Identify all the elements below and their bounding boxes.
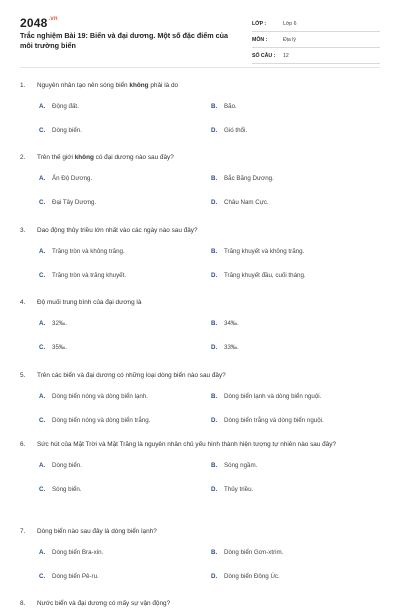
option-text: Gió thổi. xyxy=(224,127,248,134)
option-letter: A. xyxy=(39,175,46,182)
answer-option[interactable] xyxy=(39,344,211,352)
option-letter: B. xyxy=(211,103,218,110)
answer-options xyxy=(39,549,380,581)
question-text xyxy=(37,153,380,162)
option-letter: D. xyxy=(211,573,218,580)
option-text: Dòng biển Bra-xin. xyxy=(52,549,104,556)
option-text: Dòng biển Đông Úc. xyxy=(224,573,280,580)
answer-options xyxy=(39,248,380,280)
question-text xyxy=(37,440,380,449)
option-text: Dòng biển nóng và dòng biển lạnh. xyxy=(52,393,148,400)
option-text: 35‰. xyxy=(52,344,67,351)
question-5 xyxy=(20,371,380,425)
answer-option[interactable] xyxy=(211,486,383,494)
option-letter: D. xyxy=(211,127,218,134)
option-letter: B. xyxy=(211,462,218,469)
meta-row-count xyxy=(252,48,380,64)
option-letter: C. xyxy=(39,573,46,580)
option-letter: A. xyxy=(39,462,46,469)
question-text xyxy=(37,371,380,380)
option-text: Bắc Băng Dương. xyxy=(224,175,274,182)
answer-option[interactable] xyxy=(211,462,383,470)
question-text xyxy=(37,599,380,608)
header xyxy=(20,16,380,64)
question-text-part: Nguyên nhân tạo nên sóng biển xyxy=(37,82,130,89)
logo-suffix: .vn xyxy=(48,16,58,22)
question-text-part: có đại dương nào sau đây? xyxy=(93,154,174,161)
meta-row-class xyxy=(252,16,380,32)
option-text: Dòng biển Pê-ru. xyxy=(52,573,99,580)
answer-option[interactable] xyxy=(39,486,211,494)
meta-row-subject xyxy=(252,32,380,48)
meta-key: SỐ CÂU : xyxy=(252,52,276,59)
header-divider xyxy=(20,67,380,68)
meta-value: Địa lý xyxy=(283,36,296,43)
option-text: Bão. xyxy=(224,103,237,110)
question-7 xyxy=(20,527,380,581)
question-text-part: Độ muối trung bình của đại dương là xyxy=(37,299,142,306)
question-number: 2. xyxy=(20,154,26,161)
answer-option[interactable] xyxy=(211,248,383,256)
question-number: 5. xyxy=(20,372,26,379)
answer-option[interactable] xyxy=(211,199,383,207)
question-number: 3. xyxy=(20,227,26,234)
option-text: 32‰. xyxy=(52,320,67,327)
question-line xyxy=(20,81,380,90)
meta-value: Lớp 6 xyxy=(283,20,297,27)
answer-option[interactable] xyxy=(39,272,211,280)
question-text-part: Nước biển và đại dương có mấy sự vận động? xyxy=(37,600,171,607)
answer-option[interactable] xyxy=(39,417,211,425)
answer-option[interactable] xyxy=(39,175,211,183)
option-letter: D. xyxy=(211,199,218,206)
option-letter: D. xyxy=(211,417,218,424)
option-text: Trăng khuyết đầu, cuối tháng. xyxy=(224,272,306,279)
option-letter: A. xyxy=(39,549,46,556)
option-text: 33‰. xyxy=(224,344,239,351)
option-text: 34‰. xyxy=(224,320,239,327)
question-line xyxy=(20,527,380,536)
answer-option[interactable] xyxy=(39,393,211,401)
meta-box xyxy=(252,16,380,64)
meta-key: LỚP : xyxy=(252,20,267,27)
option-text: Châu Nam Cực. xyxy=(224,199,269,206)
answer-option[interactable] xyxy=(211,393,383,401)
answer-option[interactable] xyxy=(39,462,211,470)
option-text: Sóng ngầm. xyxy=(224,462,258,469)
option-letter: B. xyxy=(211,175,218,182)
option-text: Trăng tròn và không trăng. xyxy=(52,248,125,255)
meta-value: 12 xyxy=(283,52,289,59)
option-text: Trăng tròn và trăng khuyết. xyxy=(52,272,127,279)
answer-option[interactable] xyxy=(39,320,211,328)
meta-key: MÔN : xyxy=(252,36,268,43)
option-letter: B. xyxy=(211,549,218,556)
answer-options xyxy=(39,175,380,207)
answer-option[interactable] xyxy=(39,573,211,581)
option-text: Dòng biển lạnh và dòng biển nguội. xyxy=(224,393,322,400)
question-text xyxy=(37,226,380,235)
question-1 xyxy=(20,81,380,135)
logo-text: 2048 xyxy=(20,16,48,30)
option-text: Động đất. xyxy=(52,103,79,110)
option-text: Dòng biển. xyxy=(52,462,82,469)
question-number: 7. xyxy=(20,528,26,535)
option-text: Dòng biển. xyxy=(52,127,82,134)
answer-options xyxy=(39,462,380,494)
answer-option[interactable] xyxy=(39,248,211,256)
answer-option[interactable] xyxy=(211,344,383,352)
option-letter: D. xyxy=(211,344,218,351)
answer-option[interactable] xyxy=(39,103,211,111)
question-text xyxy=(37,81,380,90)
question-text-emphasis: không xyxy=(129,82,149,89)
site-logo[interactable] xyxy=(20,16,58,30)
question-text-part: phải là do xyxy=(148,82,179,89)
answer-options xyxy=(39,103,380,135)
option-text: Thủy triều. xyxy=(224,486,254,493)
page-title: Trắc nghiệm Bài 19: Biển và đại dương. Một số đặc điểm của môi trường biển xyxy=(20,31,229,50)
question-text-emphasis: không xyxy=(74,154,94,161)
question-line xyxy=(20,153,380,162)
option-letter: B. xyxy=(211,248,218,255)
option-letter: A. xyxy=(39,248,46,255)
answer-option[interactable] xyxy=(39,199,211,207)
question-2 xyxy=(20,153,380,207)
option-letter: A. xyxy=(39,393,46,400)
answer-option[interactable] xyxy=(211,417,383,425)
option-letter: C. xyxy=(39,417,46,424)
option-text: Ấn Độ Dương. xyxy=(52,175,93,182)
answer-option[interactable] xyxy=(211,573,383,581)
option-letter: D. xyxy=(211,486,218,493)
question-line xyxy=(20,440,380,449)
question-text-part: Trên thế giới xyxy=(37,154,75,161)
question-number: 6. xyxy=(20,441,26,448)
answer-option[interactable] xyxy=(211,127,383,135)
option-letter: C. xyxy=(39,272,46,279)
question-text xyxy=(37,298,380,307)
answer-option[interactable] xyxy=(211,320,383,328)
question-3 xyxy=(20,226,380,280)
answer-option[interactable] xyxy=(211,175,383,183)
question-6 xyxy=(20,440,380,494)
answer-option[interactable] xyxy=(211,549,383,557)
option-letter: C. xyxy=(39,199,46,206)
option-letter: C. xyxy=(39,486,46,493)
option-text: Sóng biển. xyxy=(52,486,82,493)
option-letter: C. xyxy=(39,344,46,351)
question-8 xyxy=(20,599,380,608)
answer-option[interactable] xyxy=(39,127,211,135)
option-letter: A. xyxy=(39,320,46,327)
question-number: 4. xyxy=(20,299,26,306)
question-line xyxy=(20,599,380,608)
answer-option[interactable] xyxy=(39,549,211,557)
answer-option[interactable] xyxy=(211,103,383,111)
question-line xyxy=(20,226,380,235)
question-number: 1. xyxy=(20,82,26,89)
answer-options xyxy=(39,393,380,425)
option-text: Dòng biển nóng và dòng biển trắng. xyxy=(52,417,151,424)
option-letter: C. xyxy=(39,127,46,134)
answer-options xyxy=(39,320,380,352)
question-text-part: Dao động thủy triều lớn nhất vào các ngày nào sau đây? xyxy=(37,227,198,234)
question-line xyxy=(20,371,380,380)
option-letter: D. xyxy=(211,272,218,279)
question-text-part: Sức hút của Mặt Trời và Mặt Trăng là nguyên nhân chủ yếu hình thành hiện tượng tự nhiên nào sau đây? xyxy=(37,441,337,448)
option-text: Đại Tây Dương. xyxy=(52,199,97,206)
option-letter: A. xyxy=(39,103,46,110)
question-number: 8. xyxy=(20,600,26,607)
question-text-part: Dòng biển nào sau đây là dòng biển lạnh? xyxy=(37,528,157,535)
option-text: Dòng biển Gơn-xtrim. xyxy=(224,549,284,556)
question-line xyxy=(20,298,380,307)
option-letter: B. xyxy=(211,320,218,327)
option-text: Trăng khuyết và không trăng. xyxy=(224,248,305,255)
question-text xyxy=(37,527,380,536)
answer-option[interactable] xyxy=(211,272,383,280)
option-text: Dòng biển trắng và dòng biển nguội. xyxy=(224,417,324,424)
question-text-part: Trên các biển và đại dương có những loại dòng biển nào sau đây? xyxy=(37,372,226,379)
option-letter: B. xyxy=(211,393,218,400)
question-4 xyxy=(20,298,380,352)
